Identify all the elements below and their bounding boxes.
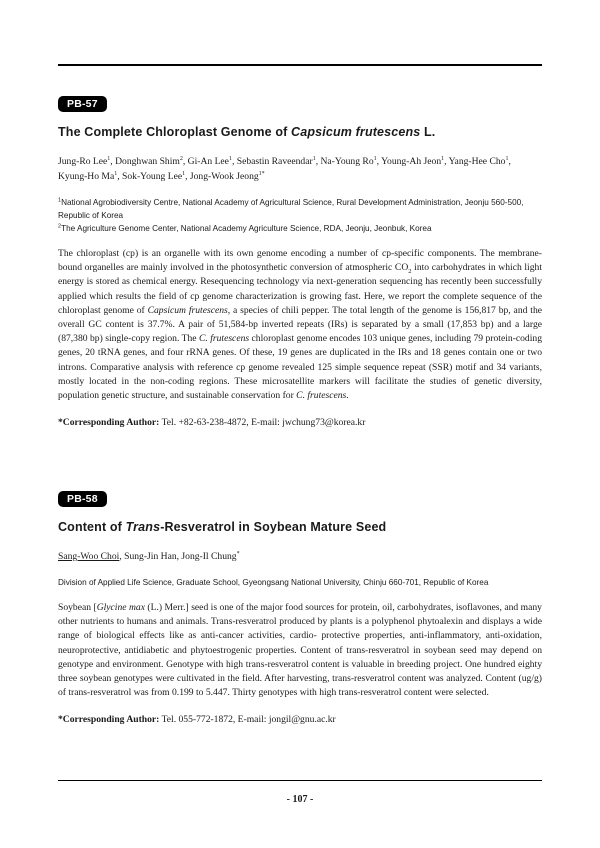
abstract-body-pb58: Soybean [Glycine max (L.) Merr.] seed is one of the major food sources for protein, oil, carbohydrates, isoflavones, and many other nutrients to humans and animals. Trans-resveratrol produced by plants is a polyphenol phytoalexin and displays a wide range of biological effects like as anti-cancer activities, cardio- protective properties, anti-inflammatory, anti-oxidation, neuroprotective, antidiabetic and phytoestrogenic properties. Content of trans-resveratrol in soybean seed may depend on genotype and environment. Genotype with high trans-resveratrol content is valuable in breeding project. One hundred eighty three soybean genotypes were cultivated in the field. After harvesting, trans-resveratrol content was analyzed. Content (ug/g) of trans-resveratrol was from 0.199 to 5.447. Thirty genotypes with high trans-resveratrol content were selected. (58, 602, 542, 699)
author-affiliation-mark: 1 (312, 155, 316, 162)
author-affiliation-mark: 1 (107, 155, 111, 162)
author-name: Gi-An Lee (187, 156, 229, 167)
corresponding-author-pb57: *Corresponding Author: Tel. +82-63-238-4872, E-mail: jwchung73@korea.kr (58, 417, 366, 429)
author-name: Sok-Young Lee (122, 171, 183, 182)
title-pb58: Content of Trans-Resveratrol in Soybean Mature Seed (58, 520, 387, 534)
author-affiliation-mark: 2 (179, 155, 183, 162)
badge-pb57: PB-57 (58, 96, 107, 112)
affiliations-pb57 (58, 196, 542, 235)
abstract-body-pb57: The chloroplast (cp) is an organelle with its own genome encoding a number of cp-specific components. The membrane-bound organelles are mainly involved in the photosynthetic conversion of atmospheric $CO_2$ into carbohydrates in which light energy is stored as chemical energy. Resequencing technology via next-generation sequencing has recently been successfully applied which results the field of cp genome characterization is growing fast. Here, we report the complete sequence of the chloroplast genome of Capsicum frutescens, a species of chili pepper. The total length of the genome is 156,817 bp, and the overall GC content is 37.7%. A pair of 51,584-bp inverted repeats (IRs) is separated by a small (17,853 bp) and a large (87,380 bp) single-copy region. The C. frutescens chloroplast genome encodes 103 unique genes, including 79 protein-coding genes, 20 tRNA genes, and four rRNA genes. Of these, 19 genes are duplicated in the IRs and 18 genes contain one or two introns. Comparative analysis with reference cp genome revealed 125 simple sequence repeat (SSR) motif and 34 variants, mostly located in the non-coding regions. These microsatellite markers will facilitate the studies of genetic diversity, population genetic structure, and sustainable conservation for C. frutescens. (58, 248, 542, 402)
author-affiliation-mark: 1* (258, 170, 265, 177)
badge-pb58: PB-58 (58, 491, 107, 507)
author-affiliation-mark: 1 (228, 155, 232, 162)
author-name: Kyung-Ho Ma (58, 171, 115, 182)
author-name: Jung-Ro Lee (58, 156, 108, 167)
author-name: Na-Young Ro (320, 156, 374, 167)
abstract-pb57 (58, 94, 542, 430)
author-affiliation-mark: 1 (373, 155, 377, 162)
author-name: Young-Ah Jeon (381, 156, 442, 167)
affiliation-1: $^1$National Agrobiodiversity Centre, National Academy of Agricultural Science, Rural Development Administration, Jeonju 560-500, Republic of Korea (58, 197, 524, 220)
affiliation-pb58: Division of Applied Life Science, Graduate School, Gyeongsang National University, Chinju 660-701, Republic of Korea (58, 578, 489, 587)
author-affiliation-mark: 1 (182, 170, 186, 177)
author-affiliation-mark: 1 (505, 155, 509, 162)
corresponding-author-pb58: *Corresponding Author: Tel. 055-772-1872, E-mail: jongil@gnu.ac.kr (58, 714, 336, 726)
bottom-rule (58, 780, 542, 781)
page-number: - 107 - (286, 794, 314, 805)
author-name: Jong-Wook Jeong (189, 171, 259, 182)
authors-pb58: Sang-Woo Choi, Sung-Jin Han, Jong-Il Chung* (58, 550, 240, 562)
abstract-pb58 (58, 489, 542, 727)
author-affiliation-mark: 1 (441, 155, 445, 162)
author-name: Sebastin Raveendar (236, 156, 313, 167)
affiliation-2: $^2$The Agriculture Genome Center, National Academy Agriculture Science, RDA, Jeonju, Jeonbuk, Korea (58, 223, 432, 233)
authors-pb57: Jung-Ro Lee$^1$, Donghwan Shim$^2$, Gi-An Lee$^1$, Sebastin Raveendar$^1$, Na-Young Ro$^1$, Young-Ah Jeon$^1$, Yang-Hee Cho$^1$, Kyung-Ho Ma$^1$, Sok-Young Lee$^1$, Jong-Wook Jeong$^{1*}$ (58, 155, 511, 182)
title-pb57: The Complete Chloroplast Genome of Capsicum frutescens L. (58, 125, 436, 139)
author-name: Yang-Hee Cho (448, 156, 506, 167)
author-affiliation-mark: 1 (114, 170, 118, 177)
presenting-author: Sang-Woo Choi (58, 551, 120, 562)
top-rule (58, 64, 542, 66)
author-name: Donghwan Shim (115, 156, 180, 167)
